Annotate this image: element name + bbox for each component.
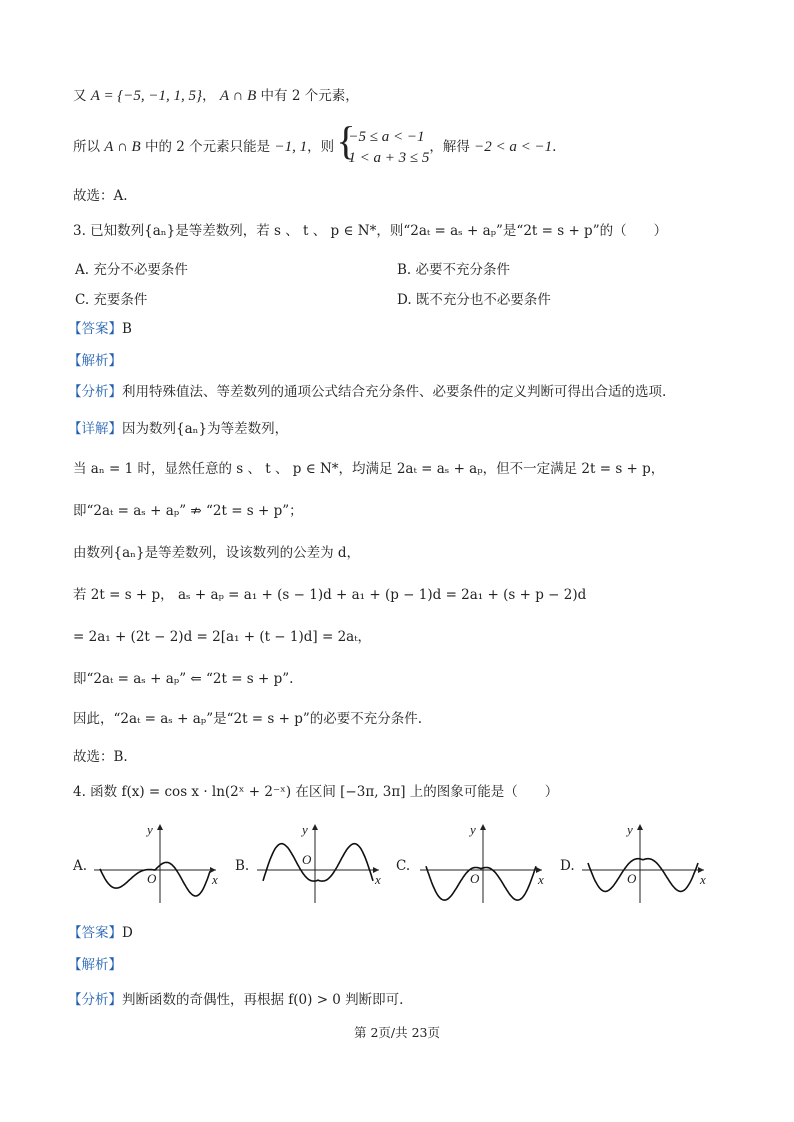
x-label: x [212, 872, 218, 887]
result: −2 < a < −1 [474, 139, 553, 155]
detail-line-2: 即“2aₜ = aₛ + aₚ” ⇏ “2t = s + p”； [73, 503, 303, 519]
answer-tag: 【答案】 [68, 925, 122, 941]
answer-tag: 【答案】 [68, 321, 122, 337]
intersection: A ∩ B [219, 88, 257, 104]
detail-line-1: 当 aₙ = 1 时，显然任意的 s 、 t 、 p ∈ N*，均满足 2aₜ = aₛ + aₚ，但不一定满足 2t = s + p， [73, 461, 665, 477]
detail-line-7: 因此，“2aₜ = aₛ + aₚ”是“2t = s + p”的必要不充分条件. [73, 711, 423, 727]
function-curve [588, 859, 698, 892]
detail-line-4: 若 2t = s + p， aₛ + aₚ = a₁ + (s − 1)d + a₁ + (p − 1)d = 2a₁ + (s + p − 2)d [73, 587, 587, 603]
set-a: A = {−5, −1, 1, 5} [90, 88, 203, 104]
text: 又 [73, 88, 87, 104]
origin-label: O [627, 871, 637, 886]
answer-value: B [122, 321, 132, 337]
detail-line-5: = 2a₁ + (2t − 2)d = 2[a₁ + (t − 1)d] = 2aₜ， [73, 629, 372, 645]
graph-b [255, 820, 405, 905]
y-axis-arrow [637, 824, 643, 830]
x-label: x [375, 872, 381, 887]
fenxi-text: 利用特殊值法、等差数列的通项公式结合充分条件、必要条件的定义判断可得出合适的选项. [122, 384, 667, 400]
fenxi-tag: 【分析】 [68, 384, 122, 400]
answer-4 [68, 923, 133, 943]
y-axis-arrow [480, 824, 486, 830]
detail-line-6: 即“2aₜ = aₛ + aₚ” ⇐ “2t = s + p”. [73, 671, 294, 687]
x-label: x [700, 872, 706, 887]
fenxi-4 [68, 990, 403, 1010]
choose-b: 故选：B. [73, 749, 128, 765]
y-axis-arrow [312, 824, 318, 830]
text: . [552, 139, 557, 155]
y-label: y [627, 822, 633, 837]
fenxi-3 [68, 382, 666, 402]
line-1 [73, 86, 359, 106]
system-row-1: −5 ≤ a < −1 [348, 128, 425, 145]
detail-text: 因为数列{aₙ}为等差数列， [122, 421, 289, 437]
answer-value: D [122, 925, 133, 941]
analysis-tag: 【解析】 [68, 957, 122, 973]
system-row-2: 1 < a + 3 ≤ 5 [348, 149, 430, 166]
y-label: y [470, 822, 476, 837]
function-curve [263, 844, 373, 881]
fenxi-tag: 【分析】 [68, 992, 122, 1008]
graph-label-a: A. [73, 858, 88, 874]
graph-d [580, 820, 730, 905]
y-label: y [302, 822, 308, 837]
graph-label-c: C. [396, 858, 411, 874]
choose-a: 故选：A. [73, 188, 128, 204]
q3-option-c: C. 充要条件 [75, 292, 148, 308]
graph-c [418, 820, 568, 905]
graph-label-d: D. [560, 858, 575, 874]
line-2 [73, 117, 557, 170]
answer-3 [68, 319, 132, 339]
q3-option-b: B. 必要不充分条件 [397, 262, 511, 278]
y-axis-arrow [157, 824, 163, 830]
graph-label-b: B. [235, 858, 250, 874]
text: ， [202, 88, 216, 104]
intersection: A ∩ B [104, 139, 141, 155]
xiangjie [68, 419, 288, 439]
fenxi-text: 判断函数的奇偶性，再根据 f(0) > 0 判断即可. [122, 992, 404, 1008]
inequality-system: { −5 ≤ a < −1 1 < a + 3 ≤ 5 [338, 127, 429, 169]
origin-label: O [147, 871, 157, 886]
x-label: x [538, 872, 544, 887]
q3-option-d: D. 既不充分也不必要条件 [397, 292, 551, 308]
origin-label: O [302, 852, 312, 867]
q3-option-a: A. 充分不必要条件 [75, 262, 188, 278]
question-4: 4. 函数 f(x) = cos x · ln(2ˣ + 2⁻ˣ) 在区间 [−3π, 3π] 上的图象可能是（ ） [73, 784, 559, 800]
origin-label: O [470, 871, 480, 886]
graph-a [92, 820, 242, 905]
text: 中的 2 个元素只能是 [144, 139, 271, 155]
detail-line-3: 由数列{aₙ}是等差数列，设该数列的公差为 d， [73, 545, 360, 561]
values: −1, 1 [274, 139, 308, 155]
text: ，则 [307, 139, 335, 155]
analysis-tag: 【解析】 [68, 353, 122, 369]
detail-tag: 【详解】 [68, 421, 122, 437]
text: 所以 [73, 139, 100, 155]
text: 中有 2 个元素， [260, 88, 359, 104]
question-3: 3. 已知数列{aₙ}是等差数列，若 s 、 t 、 p ∈ N*，则“2aₜ = aₛ + aₚ”是“2t = s + p”的（ ） [73, 223, 668, 239]
text: ，解得 [429, 139, 470, 155]
page-footer: 第 2页/共 23页 [353, 1025, 441, 1040]
y-label: y [147, 822, 153, 837]
function-curve [426, 866, 536, 900]
